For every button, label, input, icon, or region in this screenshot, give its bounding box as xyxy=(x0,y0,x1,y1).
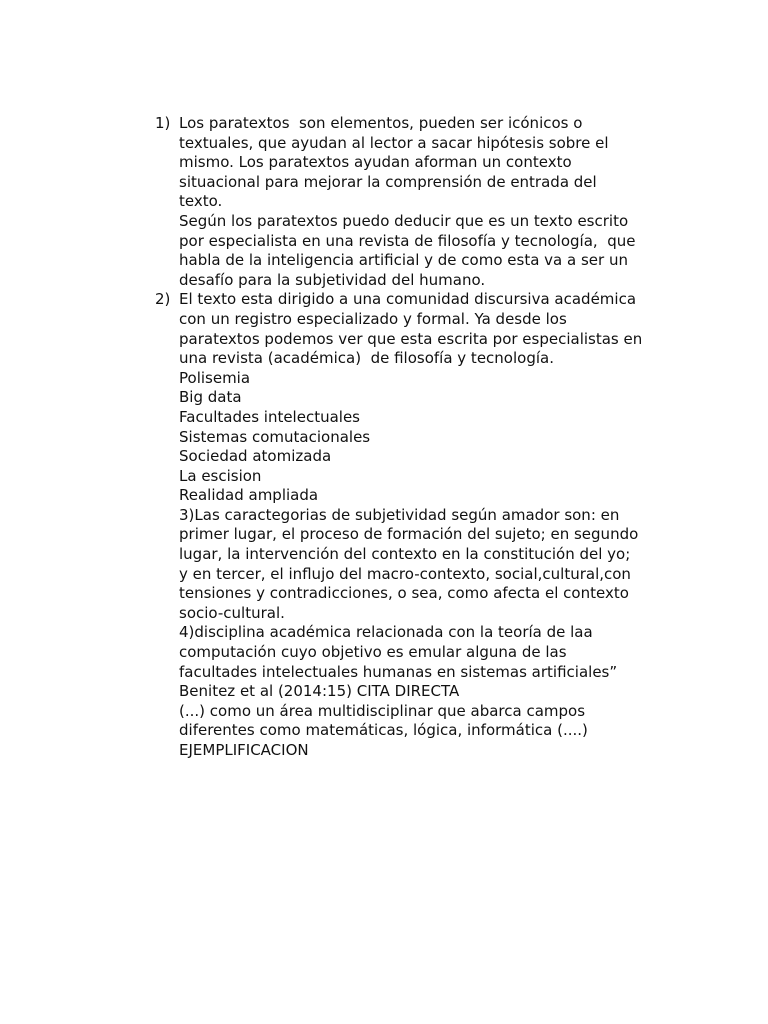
text-line: una revista (académica) de filosofía y tecnología. xyxy=(179,349,554,368)
list-item-2 xyxy=(155,290,675,760)
document-body xyxy=(155,114,675,761)
keyword-line: Facultades intelectuales xyxy=(179,407,360,426)
list-item-content xyxy=(179,290,675,760)
text-line: diferentes como matemáticas, lógica, informática (....) xyxy=(179,721,588,740)
text-line: habla de la inteligencia artificial y de como esta va a ser un xyxy=(179,251,628,270)
text-line: mismo. Los paratextos ayudan aforman un contexto xyxy=(179,153,572,172)
text-line: Los paratextos son elementos, pueden ser icónicos o xyxy=(179,114,583,132)
text-line: paratextos podemos ver que esta escrita por especialistas en xyxy=(179,329,643,348)
text-line: con un registro especializado y formal. Ya desde los xyxy=(179,309,567,328)
text-line: textuales, que ayudan al lector a sacar hipótesis sobre el xyxy=(179,133,609,152)
keyword-line: La escision xyxy=(179,466,262,485)
text-line: (...) como un área multidisciplinar que abarca campos xyxy=(179,701,586,720)
text-line: 3)Las caractegorias de subjetividad según amador son: en xyxy=(179,505,620,524)
list-item-content xyxy=(179,114,675,290)
text-line: lugar, la intervención del contexto en la constitución del yo; xyxy=(179,545,631,564)
text-line: primer lugar, el proceso de formación del sujeto; en segundo xyxy=(179,525,639,544)
text-line: situacional para mejorar la comprensión de entrada del xyxy=(179,172,597,191)
text-line: socio-cultural. xyxy=(179,603,285,622)
keyword-line: Big data xyxy=(179,388,242,407)
text-line: y en tercer, el influjo del macro-contexto, social,cultural,con xyxy=(179,564,631,583)
text-line: facultades intelectuales humanas en sistemas artificiales” xyxy=(179,662,618,681)
keyword-line: Sociedad atomizada xyxy=(179,447,332,466)
citation-line: Benitez et al (2014:15) CITA DIRECTA xyxy=(179,682,460,701)
list-number: 2) xyxy=(155,290,171,309)
text-line: texto. xyxy=(179,192,223,211)
list-number: 1) xyxy=(155,114,171,132)
text-line: tensiones y contradicciones, o sea, como afecta el contexto xyxy=(179,584,629,603)
text-line: desafío para la subjetividad del humano. xyxy=(179,270,486,289)
text-line: EJEMPLIFICACION xyxy=(179,741,309,759)
text-line: 4)disciplina académica relacionada con la teoría de laa xyxy=(179,623,593,642)
keyword-line: Realidad ampliada xyxy=(179,486,319,505)
list-item-1 xyxy=(155,114,675,290)
keyword-line: Polisemia xyxy=(179,368,251,387)
text-line: El texto esta dirigido a una comunidad discursiva académica xyxy=(179,290,637,309)
text-line: Según los paratextos puedo deducir que es un texto escrito xyxy=(179,211,629,230)
text-line: por especialista en una revista de filosofía y tecnología, que xyxy=(179,231,636,250)
text-line: computación cuyo objetivo es emular alguna de las xyxy=(179,643,567,662)
keyword-line: Sistemas comutacionales xyxy=(179,427,371,446)
